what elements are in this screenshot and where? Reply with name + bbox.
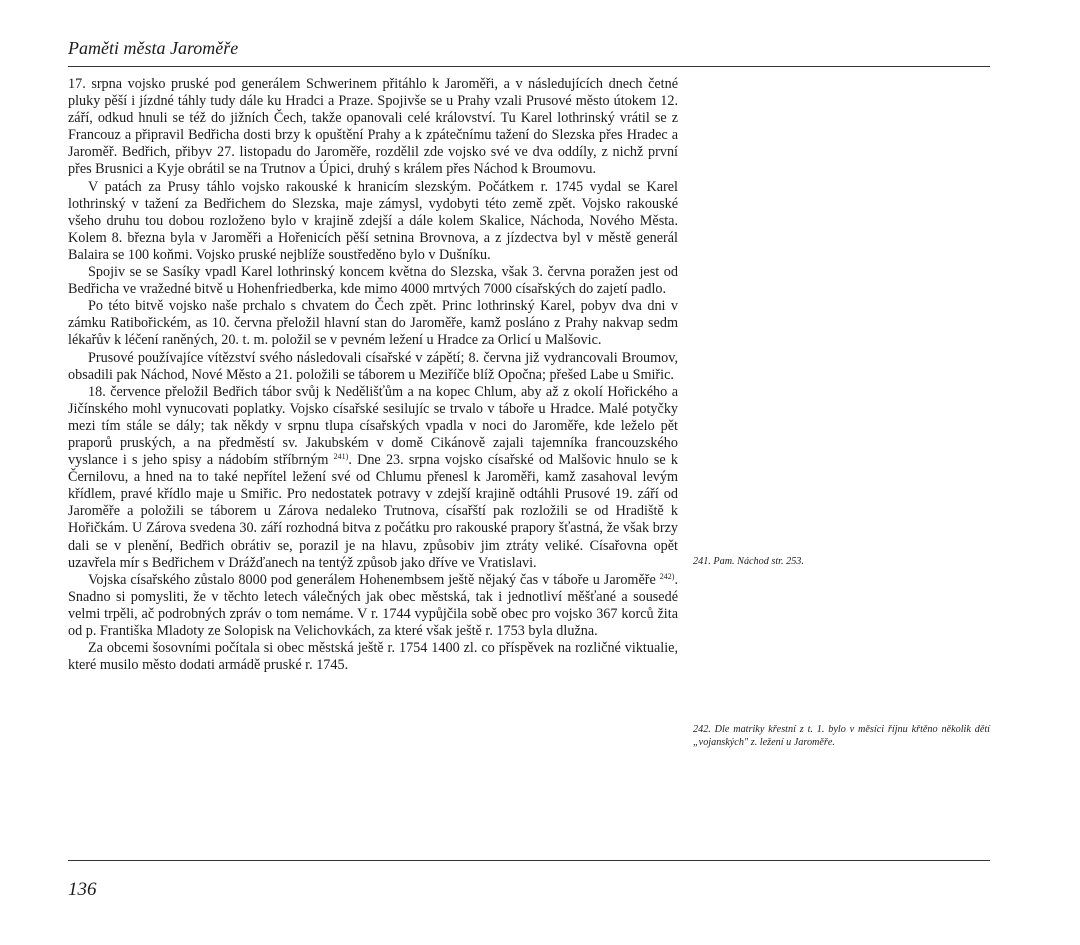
paragraph-4: Po této bitvě vojsko naše prchalo s chvatem do Čech zpět. Princ lothrinský Karel, pobyv dva dni v zámku Ratibořickém, as 10. června přeložil hlavní stan do Jaroměře, kamž posláno z Prahy nakvap sedm lékařův k léčení raněných, 20. t. m. položil se v pevném ležení u Hradce za Orlicí u Malšovic. (68, 298, 678, 349)
paragraph-3: Spojiv se se Sasíky vpadl Karel lothrinský koncem května do Slezska, však 3. června poražen jest od Bedřicha ve vražedné bitvě u Hohenfriedberka, kde mimo 4000 mrtvých 7000 císařských do zajetí padlo. (68, 264, 678, 298)
paragraph-6-text-after: . Dne 23. srpna vojsko císařské od Malšovic hnulo se k Černilovu, a hned na to také nepřítel ležení své od Chlumu přenesl k Jaroměři, kamž zasahoval levým křídlem, pravé křídlo maje u Smiřic. Pro nedostatek potravy v zdejší krajině odtáhli Prusové 19. září od Jaroměře a položili se táborem u Zárova nedaleko Trutnova, císařští pak rozložili se od Hradiště k Hořičkám. U Zárova svedena 30. září rozhodná bitva z počátku pro rakouské prapory šťastná, že však brzy dali se v plenění, Bedřich obrátiv se, porazil je na hlavu, způsobiv jim ztráty veliké. Císařovna opět uzavřela mír s Bedřichem v Drážďanech na tentýž způsob jako dříve ve Vratislavi. (68, 452, 678, 571)
main-text-column (68, 76, 678, 674)
paragraph-8: Za obcemi šosovními počítala si obec městská ještě r. 1754 1400 zl. co příspěvek na rozličné viktualie, které musilo město dodati armádě pruské r. 1745. (68, 640, 678, 674)
margin-note-241: 241. Pam. Náchod str. 253. (693, 556, 804, 567)
paragraph-5: Prusové používajíce vítězství svého následovali císařské v zápětí; 8. června již vydrancovali Broumov, obsadili pak Náchod, Nové Město a 21. položili se táborem u Meziříče blíž Opočna; přešed Labe u Smiřic. (68, 349, 678, 383)
margin-note-242: 242. Dle matriky křestní z t. 1. bylo v měsíci říjnu křtěno několik dětí „vojanských" z. ležení u Jaroměře. (693, 724, 990, 748)
paragraph-6-text-before: 18. července přeložil Bedřich tábor svůj k Nedělišťům a na kopec Chlum, aby až z okolí Hořického a Jičínského mohl vynucovati poplatky. Vojsko císařské sesilujíc se trvalo v táboře u Hradce. Malé potyčky mezi tím stále se dály; tak někdy v srpnu tlupa císařských vpadla v noci do Jaroměře, kde leželo pět praporů pruských, a na předměstí sv. Jakubském v domě Cikánově zajali tajemníka francouzského vyslance i s jeho spisy a nádobím stříbrným (68, 383, 678, 469)
footer-rule (68, 860, 990, 861)
page-number: 136 (68, 879, 97, 900)
paragraph-7 (68, 572, 678, 640)
paragraph-2: V patách za Prusy táhlo vojsko rakouské k hranicím slezským. Počátkem r. 1745 vydal se Karel lothrinský v tažení za Bedřichem do Slezska, maje zámysl, vydobyti této země zpět. Vojsko rakouské všeho druhu tou dobou rozloženo bylo v krajině zdejší a dále kolem Skalice, Náchoda, Nového Města. Kolem 8. března byla v Jaroměři a Hořenicích pěší setnina Brovnova, a z jízdectva byl v městě generál Balaira se 100 koňmi. Vojsko pruské nejblíže soustředěno bylo v Dušníku. (68, 178, 678, 263)
header-rule (68, 66, 990, 67)
paragraph-6 (68, 384, 678, 572)
footnote-ref-241: 241) (333, 452, 349, 462)
footnote-ref-242: 242) (659, 571, 675, 581)
running-header: Paměti města Jaroměře (68, 38, 239, 58)
paragraph-1: 17. srpna vojsko pruské pod generálem Schwerinem přitáhlo k Jaroměři, a v následujících dnech četné pluky pěší i jízdné táhly tudy dále ku Hradci a Praze. Spojivše se u Prahy vzali Prusové město útokem 12. září, odkud hnuli se též do jižních Čech, takže opanovali celé království. Tu Karel lothrinský vrátil se z Francouz a připravil Bedřicha dosti brzy k opuštění Prahy a k zpátečnímu tažení do Slezska přes Hradec a Jaroměř. Bedřich, přibyv 27. listopadu do Jaroměře, rozdělil zde vojsko své ve dva oddíly, z nichž první přes Brusnici a Kyje obrátil se na Trutnov a Úpici, druhý s králem přes Náchod k Broumovu. (68, 76, 678, 178)
paragraph-7-text-before: Vojska císařského zůstalo 8000 pod generálem Hohenembsem ještě nějaký čas v táboře u Jaroměře (88, 571, 660, 588)
paragraph-7-text-after: . Snadno si pomysliti, že v těchto letech válečných jak obec městská, tak i jednotliví měšťané a sousedé velmi trpěli, ač podrobných zpráv o tom nemáme. V r. 1744 vypůjčila sobě obec pro vojsko 367 korců žita od p. Františka Mladoty ze Solopisk na Velichovkách, za které však ještě r. 1753 byla dlužna. (68, 571, 678, 639)
